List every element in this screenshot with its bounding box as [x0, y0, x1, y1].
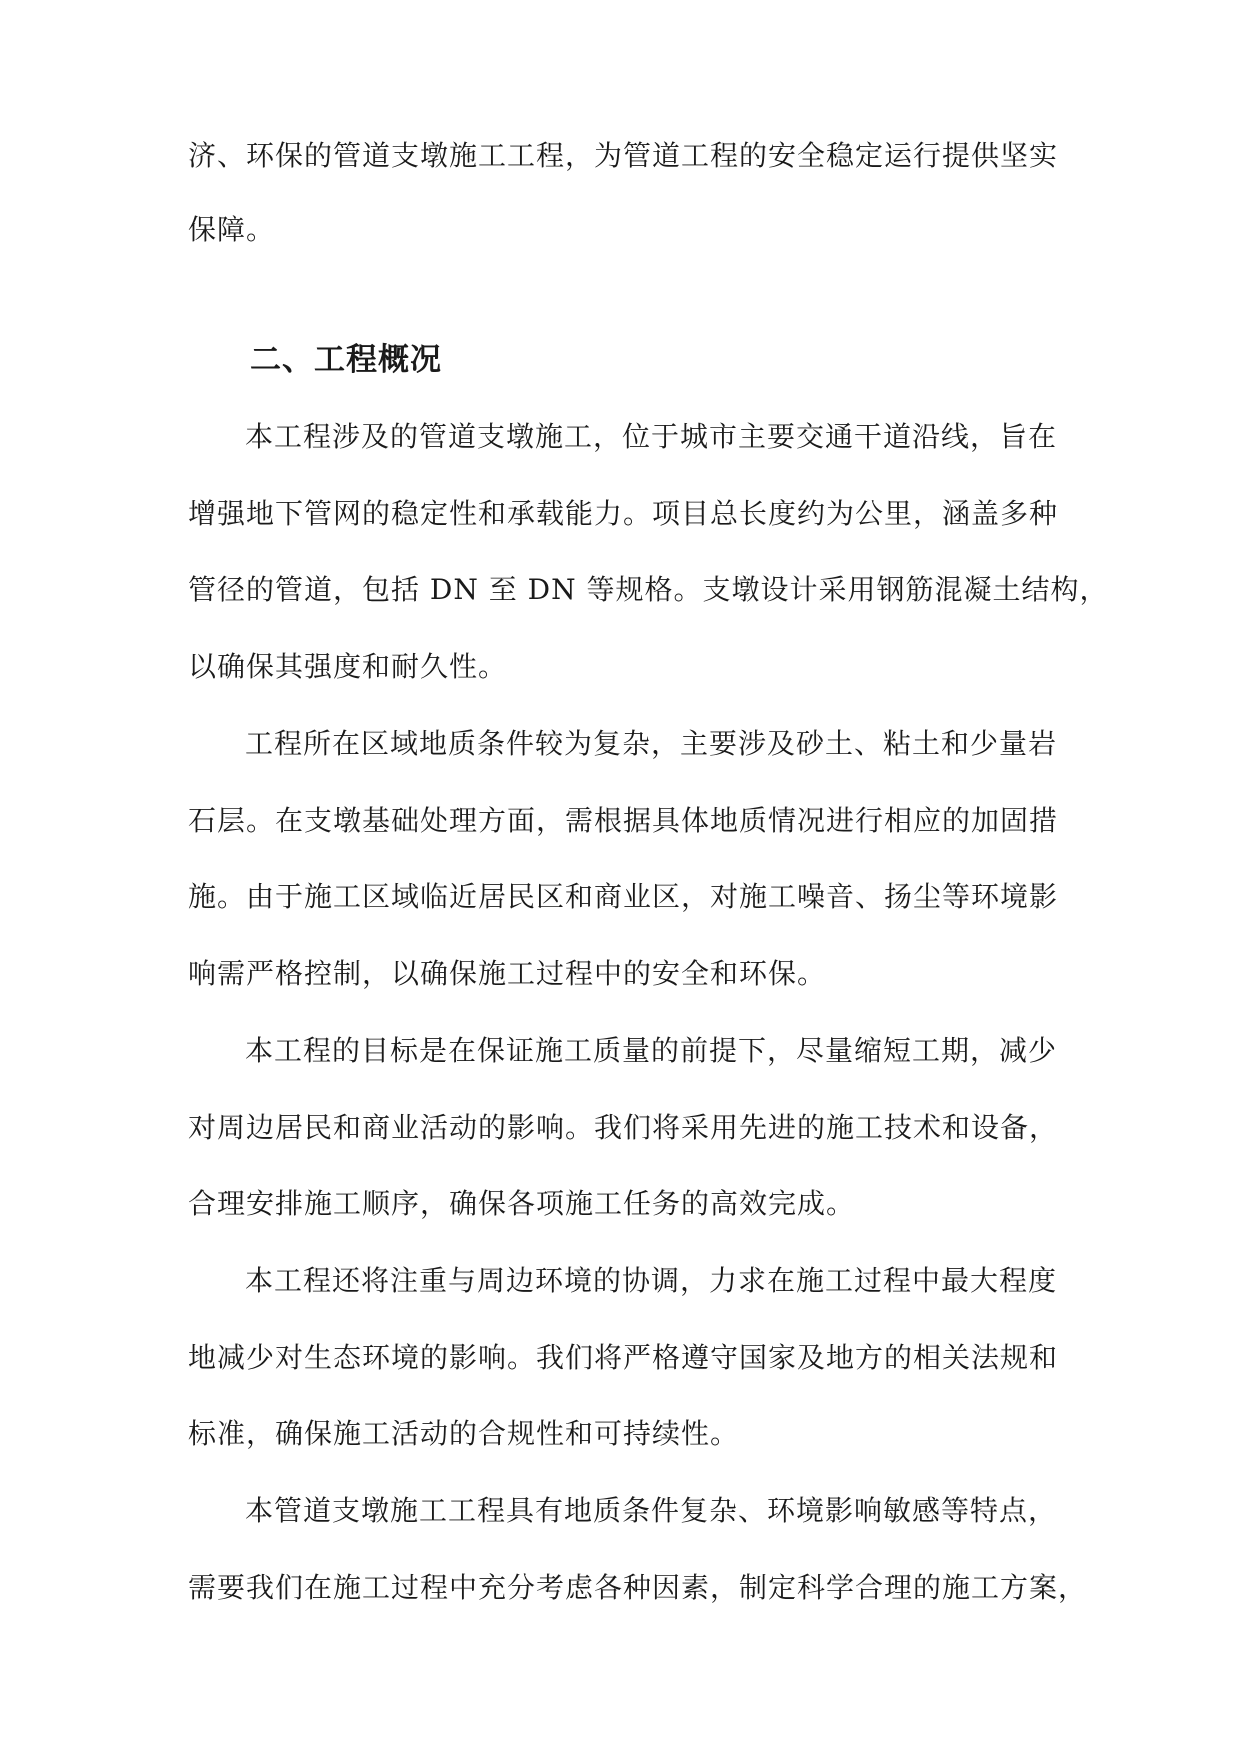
paragraph-1-line-4: 以确保其强度和耐久性。	[188, 650, 508, 683]
paragraph-3-line-2: 对周边居民和商业活动的影响。我们将采用先进的施工技术和设备，	[188, 1111, 1059, 1144]
paragraph-2-line-1: 工程所在区域地质条件较为复杂，主要涉及砂土、粘土和少量岩	[245, 727, 1058, 760]
paragraph-3-line-3: 合理安排施工顺序，确保各项施工任务的高效完成。	[188, 1187, 856, 1220]
paragraph-5-line-2: 需要我们在施工过程中充分考虑各种因素，制定科学合理的施工方案，	[188, 1571, 1088, 1604]
paragraph-4-line-1: 本工程还将注重与周边环境的协调，力求在施工过程中最大程度	[245, 1264, 1058, 1297]
paragraph-3-line-1: 本工程的目标是在保证施工质量的前提下，尽量缩短工期，减少	[245, 1034, 1058, 1067]
paragraph-1-line-1: 本工程涉及的管道支墩施工，位于城市主要交通干道沿线，旨在	[245, 420, 1058, 453]
intro-line-2: 保障。	[188, 213, 276, 246]
section-heading: 二、工程概况	[250, 342, 442, 378]
paragraph-1-line-2: 增强地下管网的稳定性和承载能力。项目总长度约为公里，涵盖多种	[188, 497, 1059, 530]
paragraph-4-line-3: 标准，确保施工活动的合规性和可持续性。	[188, 1417, 740, 1450]
paragraph-4-line-2: 地减少对生态环境的影响。我们将严格遵守国家及地方的相关法规和	[188, 1341, 1059, 1374]
intro-line-1: 济、环保的管道支墩施工工程，为管道工程的安全稳定运行提供坚实	[188, 139, 1059, 172]
paragraph-5-line-1: 本管道支墩施工工程具有地质条件复杂、环境影响敏感等特点，	[245, 1494, 1058, 1527]
paragraph-2-line-2: 石层。在支墩基础处理方面，需根据具体地质情况进行相应的加固措	[188, 804, 1059, 837]
paragraph-1-line-3: 管径的管道，包括 DN 至 DN 等规格。支墩设计采用钢筋混凝土结构，	[188, 573, 1109, 606]
paragraph-2-line-4: 响需严格控制，以确保施工过程中的安全和环保。	[188, 957, 827, 990]
paragraph-2-line-3: 施。由于施工区域临近居民区和商业区，对施工噪音、扬尘等环境影	[188, 880, 1059, 913]
